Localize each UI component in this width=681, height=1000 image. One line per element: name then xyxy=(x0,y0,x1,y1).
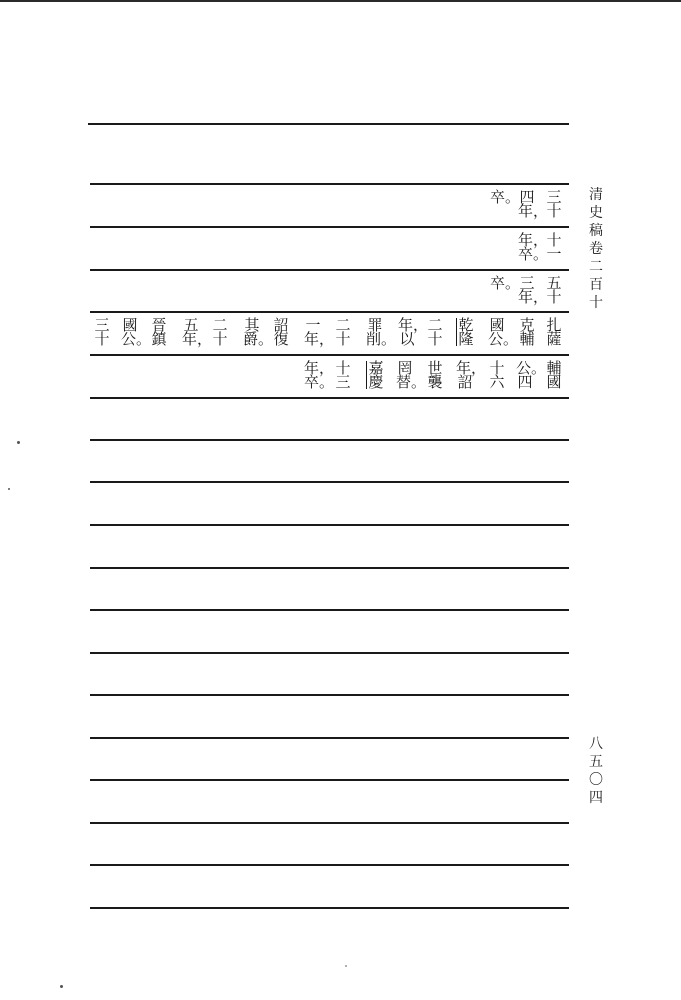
reign-name-marked: 嘉慶 xyxy=(366,361,385,389)
table-cell-text: 五十 xyxy=(546,274,562,306)
table-rule xyxy=(90,524,569,526)
table-rule xyxy=(90,354,569,356)
table-cell-text: 二十 xyxy=(335,316,351,348)
table-rule xyxy=(90,652,569,654)
table-cell-text: 一年， xyxy=(304,316,335,348)
page-top-border xyxy=(0,0,681,2)
table-rule xyxy=(90,779,569,781)
table-cell-text: 克輔 xyxy=(519,316,535,348)
volume-title: 清史稿卷二百十 xyxy=(589,187,603,311)
table-rule xyxy=(90,226,569,228)
table-cell-text: 二十 xyxy=(212,316,228,348)
table-cell-text: 公。四 xyxy=(516,359,547,391)
table-rule xyxy=(90,822,569,824)
table-cell-text: 三十 xyxy=(546,188,562,220)
table-cell-text: 年，卒。 xyxy=(304,359,335,391)
table-cell-text: 罔替。 xyxy=(396,359,427,391)
table-cell-text: 十三 xyxy=(335,359,351,391)
scan-speck xyxy=(345,965,347,967)
scan-speck xyxy=(17,441,20,444)
table-cell-text: 五年， xyxy=(182,316,213,348)
table-rule xyxy=(90,439,569,441)
table-cell-text: 三十 xyxy=(94,316,110,348)
table-cell-text: 輔國 xyxy=(546,359,562,391)
table-rule xyxy=(90,397,569,399)
table-cell-text: 世襲 xyxy=(427,359,443,391)
table-rule xyxy=(90,907,569,909)
table-rule xyxy=(90,609,569,611)
table-rule xyxy=(90,311,569,313)
table-cell-text: 卒。 xyxy=(490,274,521,292)
table-cell-text: 其爵。 xyxy=(243,316,274,348)
scan-speck xyxy=(60,985,63,988)
table-cell-text: 十一 xyxy=(546,231,562,263)
table-cell-text: 年，詔 xyxy=(456,359,487,391)
table-cell-text: 詔復 xyxy=(273,316,289,348)
reign-name-marked: 乾隆 xyxy=(456,318,475,346)
table-cell-text: 卒。 xyxy=(490,188,521,206)
table-rule xyxy=(90,183,569,185)
table-rule xyxy=(90,269,569,271)
page-number: 八五〇四 xyxy=(589,736,603,806)
table-cell-text: 三年， xyxy=(518,274,549,306)
table-rule xyxy=(90,481,569,483)
table-rule xyxy=(90,737,569,739)
table-rule xyxy=(90,567,569,569)
table-cell-text: 國公。 xyxy=(488,316,519,348)
table-cell-text: 國公。 xyxy=(121,316,152,348)
table-cell-text: 卒。 xyxy=(518,245,549,263)
table-rule xyxy=(90,864,569,866)
table-cell-text: 扎薩 xyxy=(546,316,562,348)
table-cell-text: 年，以 xyxy=(398,316,429,348)
table-rule xyxy=(90,694,569,696)
table-cell-text: 四年， xyxy=(518,188,549,220)
scan-speck xyxy=(8,488,10,490)
table-cell-text: 晉鎮 xyxy=(151,316,167,348)
table-rule xyxy=(88,123,569,125)
table-cell-text: 年， xyxy=(518,231,549,249)
table-cell-text: 二十 xyxy=(427,316,443,348)
table-cell-text: 罪削。 xyxy=(366,316,397,348)
table-cell-text: 十六 xyxy=(489,359,505,391)
